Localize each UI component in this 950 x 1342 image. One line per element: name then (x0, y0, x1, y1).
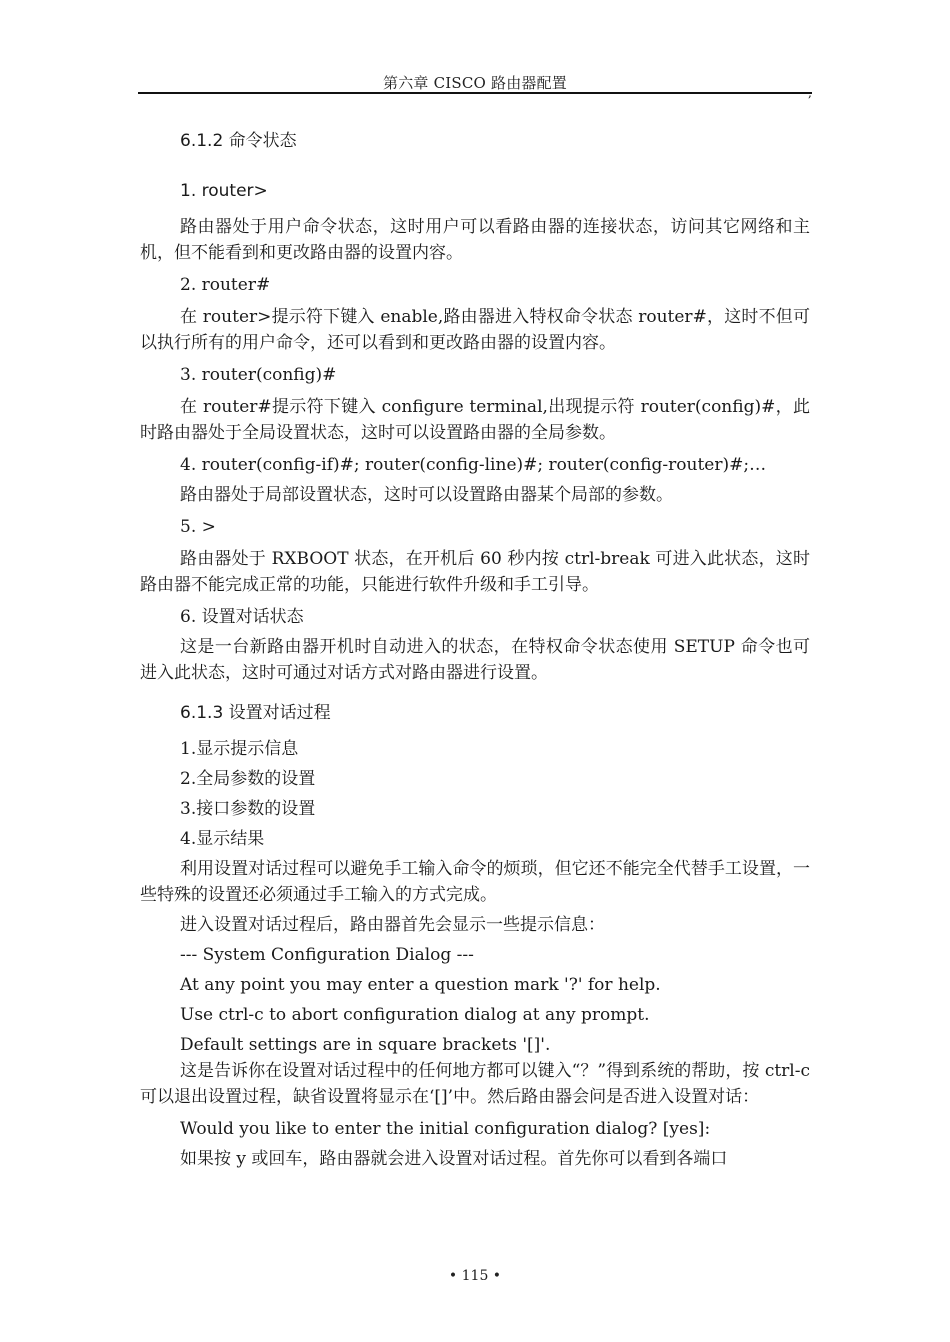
dialog-paragraph-2: 进入设置对话过程后，路由器首先会显示一些提示信息： (180, 915, 605, 935)
state-6-title: 6. 设置对话状态 (180, 607, 304, 627)
state-2-text: 在 router>提示符下键入 enable,路由器进入特权命令状态 router#，这时不但可以执行所有的用户命令，还可以看到和更改路由器的设置内容。 (140, 307, 810, 353)
state-1-text: 路由器处于用户命令状态，这时用户可以看路由器的连接状态，访问其它网络和主机，但不能看到和更改路由器的设置内容。 (140, 217, 810, 263)
console-line: At any point you may enter a question mark '?' for help. (180, 975, 661, 995)
console-line: Use ctrl-c to abort configuration dialog at any prompt. (180, 1005, 650, 1025)
dialog-step: 3.接口参数的设置 (180, 799, 316, 819)
state-3-text: 在 router#提示符下键入 configure terminal,出现提示符 router(config)#，此时路由器处于全局设置状态，这时可以设置路由器的全局参数。 (140, 397, 810, 443)
console-line: --- System Configuration Dialog --- (180, 945, 474, 965)
state-2-title: 2. router# (180, 275, 271, 295)
dialog-step: 4.显示结果 (180, 829, 265, 849)
dialog-steps-list (140, 736, 810, 852)
section-heading-6-1-2: 6.1.2 命令状态 (180, 131, 297, 151)
state-4-text: 路由器处于局部设置状态，这时可以设置路由器某个局部的参数。 (180, 485, 673, 505)
state-5-title: 5. > (180, 517, 216, 537)
console-output (140, 942, 810, 1058)
state-6-text: 这是一台新路由器开机时自动进入的状态，在特权命令状态使用 SETUP 命令也可进入此状态，这时可通过对话方式对路由器进行设置。 (140, 637, 810, 683)
dialog-paragraph-3: 这是告诉你在设置对话过程中的任何地方都可以键入“？”得到系统的帮助，按 ctrl-c 可以退出设置过程，缺省设置将显示在‘[]’中。然后路由器会问是否进入设置对话： (140, 1061, 810, 1107)
running-header: 第六章 CISCO 路由器配置 (383, 74, 567, 92)
body-text (140, 128, 810, 1172)
header-rule (138, 92, 812, 94)
state-3-title: 3. router(config)# (180, 365, 337, 385)
header-mark: , (808, 86, 812, 100)
state-1-title: 1. router> (180, 181, 268, 201)
dialog-paragraph-1: 利用设置对话过程可以避免手工输入命令的烦琐，但它还不能完全代替手工设置，一些特殊的设置还必须通过手工输入的方式完成。 (140, 859, 810, 905)
page-number: • 115 • (448, 1268, 502, 1284)
state-4-title: 4. router(config-if)#; router(config-line)#; router(config-router)#;… (180, 455, 767, 475)
console-prompt: Would you like to enter the initial configuration dialog? [yes]: (180, 1119, 711, 1139)
console-line: Default settings are in square brackets '[]'. (180, 1035, 551, 1055)
state-5-text: 路由器处于 RXBOOT 状态，在开机后 60 秒内按 ctrl-break 可进入此状态，这时路由器不能完成正常的功能，只能进行软件升级和手工引导。 (140, 549, 810, 595)
section-heading-6-1-3: 6.1.3 设置对话过程 (180, 703, 331, 723)
dialog-step: 1.显示提示信息 (180, 739, 299, 759)
dialog-step: 2.全局参数的设置 (180, 769, 316, 789)
dialog-paragraph-4: 如果按 y 或回车，路由器就会进入设置对话过程。首先你可以看到各端口 (180, 1149, 728, 1169)
